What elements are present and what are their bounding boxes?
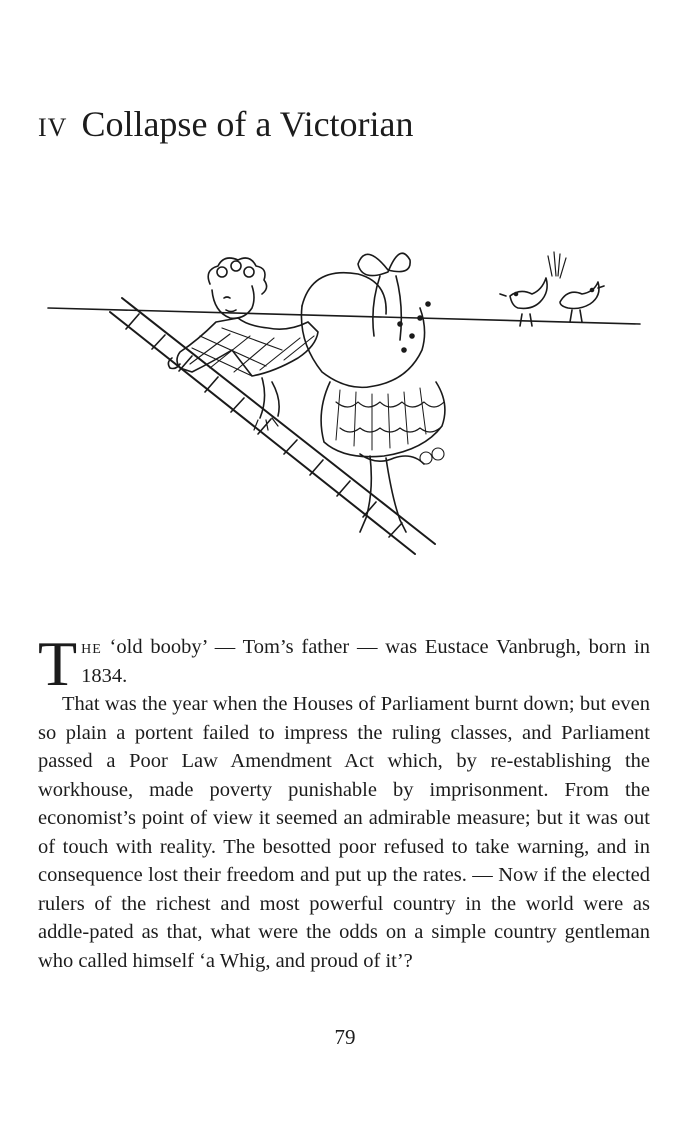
opening-paragraph bbox=[38, 628, 650, 699]
page-number: 79 bbox=[334, 1025, 356, 1049]
opening-small-caps: he bbox=[81, 636, 102, 658]
opening-paragraph-text: ‘old booby’ — Tom’s father — was Eustace Vanbrugh, born in 1834. bbox=[81, 636, 650, 687]
chapter-illustration bbox=[40, 232, 650, 562]
petticoat-figure bbox=[301, 253, 444, 532]
chapter-number: IV bbox=[38, 113, 68, 142]
climbing-girl bbox=[168, 258, 318, 430]
body-text bbox=[38, 628, 650, 975]
ladder bbox=[110, 298, 435, 554]
chapter-title: Collapse of a Victorian bbox=[81, 104, 414, 144]
main-paragraph: That was the year when the Houses of Parliament burnt down; but even so plain a portent failed to impress the ruling classes, and Parliament passed a Poor Law Amendment Act which, by re-establishing the workhouse, made poverty punishable by imprisonment. From the economist’s point of view it seemed an admirable measure; but it was out of touch with reality. The besotted poor refused to take warning, and in consequence lost their freedom and put up the rates. — Now if the elected rulers of the richest and most powerful country in the world were as addle-pated as that, what were the odds on a simple country gentleman who called himself ‘a Whig, and proud of it’? bbox=[38, 693, 650, 972]
drop-cap: T bbox=[38, 628, 78, 699]
chapter-heading bbox=[38, 106, 414, 142]
birds-on-wire bbox=[500, 252, 604, 326]
